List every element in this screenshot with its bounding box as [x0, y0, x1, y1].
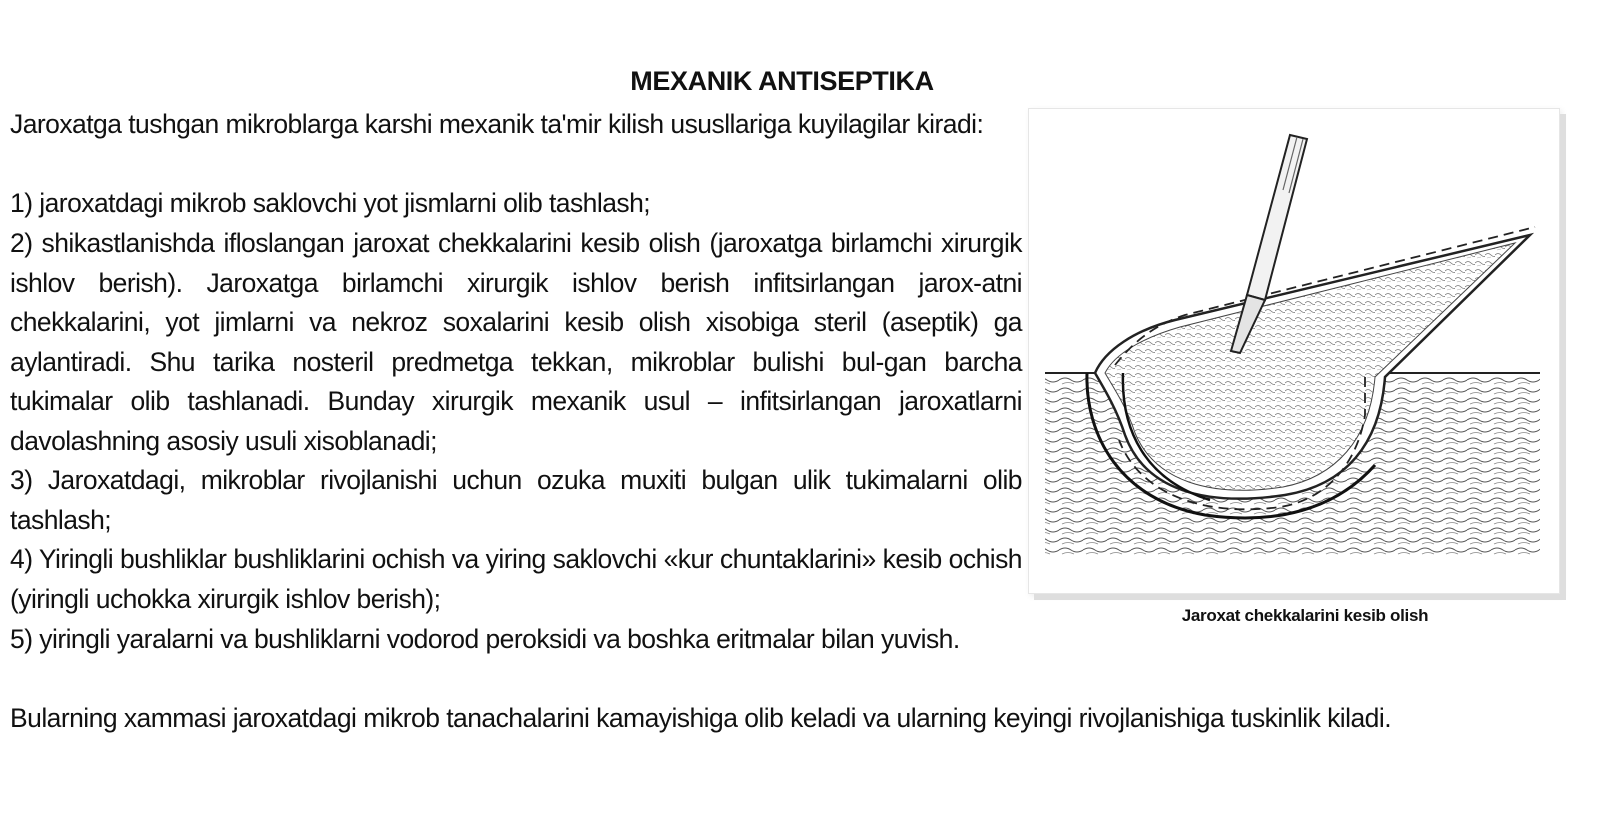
page-title: MEXANIK ANTISEPTIKA [630, 66, 934, 96]
list-item-2: 2) shikastlanishda ifloslangan jaroxat chekkalarini kesib olish (jaroxatga birlamchi xirurgik ishlov berish). Jaroxatga birlamchi xirurgik ishlov berish infitsirlangan jarox-atni chekkalarini, yot jimlarni va nekroz soxalarini kesib olish xisobiga steril (aseptik) ga aylantiradi. Shu tarika nosteril predmetga tekkan, mikroblar bulishi bul-gan barcha tukimalar olib tashlanadi. Bunday xirurgik mexanik usul – infitsirlangan jaroxatlarni davolashning asosiy usuli xisoblanadi; [10, 228, 1022, 456]
wound-excision-illustration-icon [1035, 115, 1553, 587]
list-item-5: 5) yiringli yaralarni va bushliklarni vodorod peroksidi va boshka eritmalar bilan yuvish. [10, 624, 960, 654]
list-item-4: 4) Yiringli bushliklar bushliklarini ochish va yiring saklovchi «kur chuntaklarini» kesib ochish (yiringli uchokka xirurgik ishlov berish); [10, 544, 1022, 614]
paragraph-conclusion: Bularning xammasi jaroxatdagi mikrob tanachalarini kamayishiga olib keladi va ularning keyingi rivojlanishiga tuskinlik kiladi. [10, 703, 1392, 733]
paragraph-intro: Jaroxatga tushgan mikroblarga karshi mexanik ta'mir kilish ususllariga kuyilagilar kiradi: [10, 109, 984, 139]
list-item-1: 1) jaroxatdagi mikrob saklovchi yot jismlarni olib tashlash; [10, 188, 651, 218]
figure-caption: Jaroxat chekkalarini kesib olish [1181, 606, 1429, 625]
figure-frame [1028, 108, 1560, 594]
list-item-3: 3) Jaroxatdagi, mikroblar rivojlanishi uchun ozuka muxiti bulgan ulik tukimalarni olib tashlash; [10, 465, 1022, 535]
